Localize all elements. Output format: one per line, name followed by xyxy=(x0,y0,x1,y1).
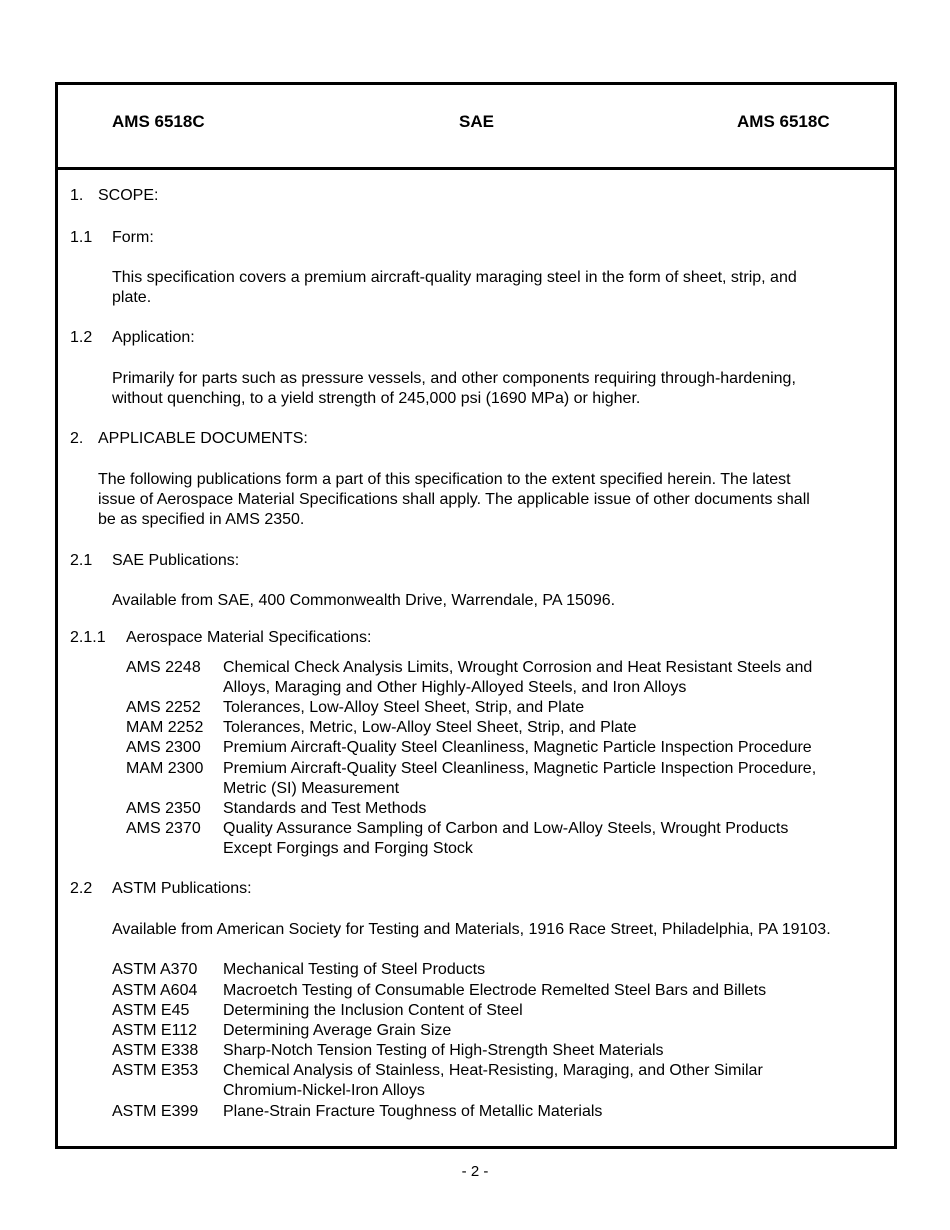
section-2-text-line: The following publications form a part of this specification to the extent specified herein. The latest xyxy=(98,471,791,488)
ams-spec-code: MAM 2252 xyxy=(126,719,204,736)
ams-spec-desc: Metric (SI) Measurement xyxy=(223,780,400,797)
section-2-1-1-number: 2.1.1 xyxy=(70,629,106,646)
page-header xyxy=(58,85,894,170)
astm-spec-desc: Plane-Strain Fracture Toughness of Metallic Materials xyxy=(223,1103,603,1120)
section-2-text-line: issue of Aerospace Material Specifications shall apply. The applicable issue of other documents shall xyxy=(98,491,810,508)
section-2-1-text: Available from SAE, 400 Commonwealth Drive, Warrendale, PA 15096. xyxy=(112,592,616,609)
ams-spec-desc: Premium Aircraft-Quality Steel Cleanliness, Magnetic Particle Inspection Procedure, xyxy=(223,760,817,777)
ams-spec-code: AMS 2248 xyxy=(126,659,201,676)
section-1-2-text-line: Primarily for parts such as pressure vessels, and other components requiring through-hardening, xyxy=(112,370,796,387)
section-1-1-title: Form: xyxy=(112,229,154,246)
section-2-1-1-title: Aerospace Material Specifications: xyxy=(126,629,372,646)
section-2-title: APPLICABLE DOCUMENTS: xyxy=(98,430,308,447)
astm-spec-code: ASTM A370 xyxy=(112,961,198,978)
section-1-title: SCOPE: xyxy=(98,187,159,204)
ams-spec-desc: Quality Assurance Sampling of Carbon and Low-Alloy Steels, Wrought Products xyxy=(223,820,789,837)
page-number: - 2 - xyxy=(461,1163,489,1180)
section-1-2-number: 1.2 xyxy=(70,329,93,346)
astm-spec-desc: Determining Average Grain Size xyxy=(223,1022,452,1039)
section-2-1-number: 2.1 xyxy=(70,552,93,569)
astm-spec-desc: Macroetch Testing of Consumable Electrode Remelted Steel Bars and Billets xyxy=(223,982,767,999)
astm-spec-code: ASTM E45 xyxy=(112,1002,190,1019)
ams-spec-desc: Except Forgings and Forging Stock xyxy=(223,840,473,857)
ams-spec-code: AMS 2350 xyxy=(126,800,201,817)
section-1-1-number: 1.1 xyxy=(70,229,93,246)
section-2-2-title: ASTM Publications: xyxy=(112,880,252,897)
section-1-1-text-line: plate. xyxy=(112,289,152,306)
astm-spec-code: ASTM E338 xyxy=(112,1042,199,1059)
ams-spec-code: AMS 2370 xyxy=(126,820,201,837)
astm-spec-code: ASTM E353 xyxy=(112,1062,199,1079)
astm-spec-code: ASTM E112 xyxy=(112,1022,198,1039)
header-doc-id-right: AMS 6518C xyxy=(737,112,830,131)
header-org: SAE xyxy=(459,112,494,131)
ams-spec-desc: Tolerances, Metric, Low-Alloy Steel Sheet, Strip, and Plate xyxy=(223,719,637,736)
astm-spec-code: ASTM A604 xyxy=(112,982,198,999)
ams-spec-code: AMS 2300 xyxy=(126,739,201,756)
astm-spec-desc: Mechanical Testing of Steel Products xyxy=(223,961,486,978)
astm-spec-desc: Sharp-Notch Tension Testing of High-Strength Sheet Materials xyxy=(223,1042,664,1059)
section-2-2-text: Available from American Society for Testing and Materials, 1916 Race Street, Philadelphia, PA 19103. xyxy=(112,921,831,938)
ams-spec-desc: Alloys, Maraging and Other Highly-Alloyed Steels, and Iron Alloys xyxy=(223,679,687,696)
section-2-1-title: SAE Publications: xyxy=(112,552,240,569)
section-1-number: 1. xyxy=(70,187,84,204)
section-1-1-text-line: This specification covers a premium aircraft-quality maraging steel in the form of sheet, strip, and xyxy=(112,269,797,286)
section-2-number: 2. xyxy=(70,430,84,447)
section-2-2-number: 2.2 xyxy=(70,880,93,897)
section-1-2-text-line: without quenching, to a yield strength of 245,000 psi (1690 MPa) or higher. xyxy=(112,390,641,407)
ams-spec-desc: Standards and Test Methods xyxy=(223,800,427,817)
header-doc-id-left: AMS 6518C xyxy=(112,112,205,131)
astm-spec-desc: Chromium-Nickel-Iron Alloys xyxy=(223,1082,425,1099)
ams-spec-code: MAM 2300 xyxy=(126,760,204,777)
ams-spec-desc: Tolerances, Low-Alloy Steel Sheet, Strip, and Plate xyxy=(223,699,585,716)
astm-spec-desc: Chemical Analysis of Stainless, Heat-Resisting, Maraging, and Other Similar xyxy=(223,1062,763,1079)
section-2-text-line: be as specified in AMS 2350. xyxy=(98,511,305,528)
ams-spec-code: AMS 2252 xyxy=(126,699,201,716)
ams-spec-desc: Premium Aircraft-Quality Steel Cleanliness, Magnetic Particle Inspection Procedure xyxy=(223,739,812,756)
astm-spec-desc: Determining the Inclusion Content of Steel xyxy=(223,1002,523,1019)
section-1-2-title: Application: xyxy=(112,329,195,346)
ams-spec-desc: Chemical Check Analysis Limits, Wrought Corrosion and Heat Resistant Steels and xyxy=(223,659,813,676)
astm-spec-code: ASTM E399 xyxy=(112,1103,199,1120)
